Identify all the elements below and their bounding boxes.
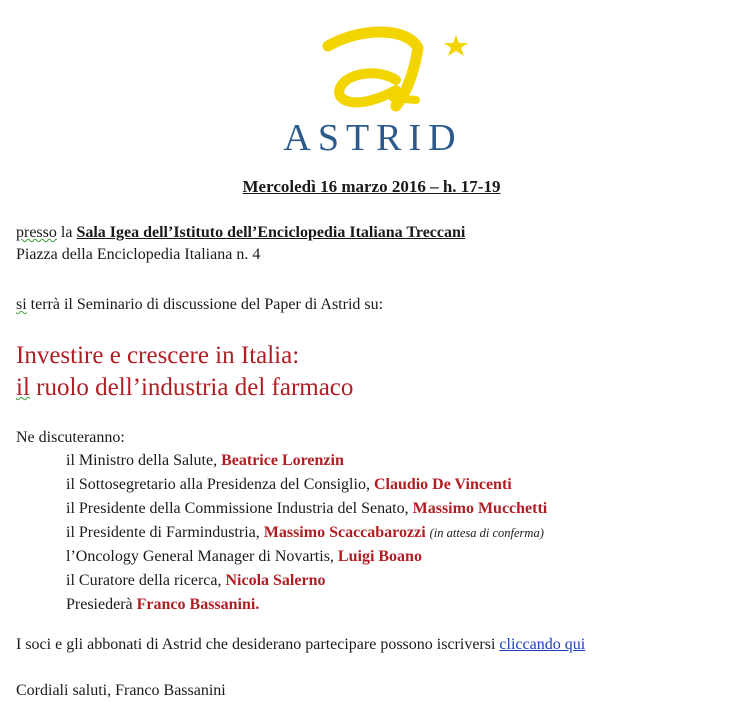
speaker-role: il Ministro della Salute, — [66, 452, 222, 469]
astrid-logo — [268, 18, 478, 158]
venue-article: la — [60, 224, 73, 241]
speaker-name: Massimo Mucchetti — [412, 500, 548, 517]
event-date: Mercoledì 16 marzo 2016 – h. 17-19 — [242, 177, 501, 196]
astrid-logo-text: ASTRID — [283, 117, 463, 159]
venue-prefix: presso — [16, 224, 57, 241]
venue-address: Piazza della Enciclopedia Italiana n. 4 — [16, 246, 261, 263]
speaker-name: Beatrice Lorenzin — [221, 452, 344, 469]
speaker-name: Franco Bassanini. — [136, 596, 260, 613]
speaker-row — [66, 497, 547, 521]
speaker-name: Luigi Boano — [337, 548, 422, 565]
seminar-title — [16, 340, 353, 404]
speaker-row — [66, 569, 547, 593]
title-il: il — [16, 374, 30, 401]
seminar-intro — [16, 294, 383, 316]
speaker-role: il Presidente della Commissione Industria del Senato, — [66, 500, 413, 517]
speaker-role: Presiederà — [66, 596, 137, 613]
signup-text: I soci e gli abbonati di Astrid che desiderano partecipare possono iscriversi — [16, 636, 500, 653]
signup-link[interactable]: cliccando qui — [499, 636, 586, 653]
astrid-logo-mark — [268, 18, 478, 118]
title-rest: ruolo dell’industria del farmaco — [36, 374, 354, 401]
speaker-row — [66, 473, 547, 497]
signup-line — [16, 634, 585, 656]
venue-hall: Sala Igea dell’Istituto dell’Enciclopedia Italiana Treccani — [76, 224, 466, 241]
speaker-name: Nicola Salerno — [225, 572, 326, 589]
venue-line — [16, 222, 465, 244]
speaker-role: il Sottosegretario alla Presidenza del Consiglio, — [66, 476, 374, 493]
title-line-1: Investire e crescere in Italia: — [16, 342, 300, 369]
venue-block — [16, 222, 465, 266]
speaker-name: Claudio De Vincenti — [373, 476, 512, 493]
speaker-row — [66, 449, 547, 473]
speaker-list — [66, 449, 547, 617]
speaker-row — [66, 521, 547, 545]
speaker-role: il Curatore della ricerca, — [66, 572, 226, 589]
discussants-heading: Ne discuteranno: — [16, 429, 125, 446]
closing: Cordiali saluti, Franco Bassanini — [16, 682, 226, 699]
intro-si: si — [16, 296, 27, 313]
speaker-role: il Presidente di Farmindustria, — [66, 524, 264, 541]
speaker-row — [66, 545, 547, 569]
speaker-row — [66, 593, 547, 617]
title-line-2 — [16, 372, 353, 404]
speaker-name: Massimo Scaccabarozzi — [263, 524, 426, 541]
speaker-role: l’Oncology General Manager di Novartis, — [66, 548, 338, 565]
star-icon — [444, 35, 468, 56]
confirmation-note: (in attesa di conferma) — [429, 526, 544, 540]
intro-text: terrà il Seminario di discussione del Paper di Astrid su: — [30, 296, 384, 313]
